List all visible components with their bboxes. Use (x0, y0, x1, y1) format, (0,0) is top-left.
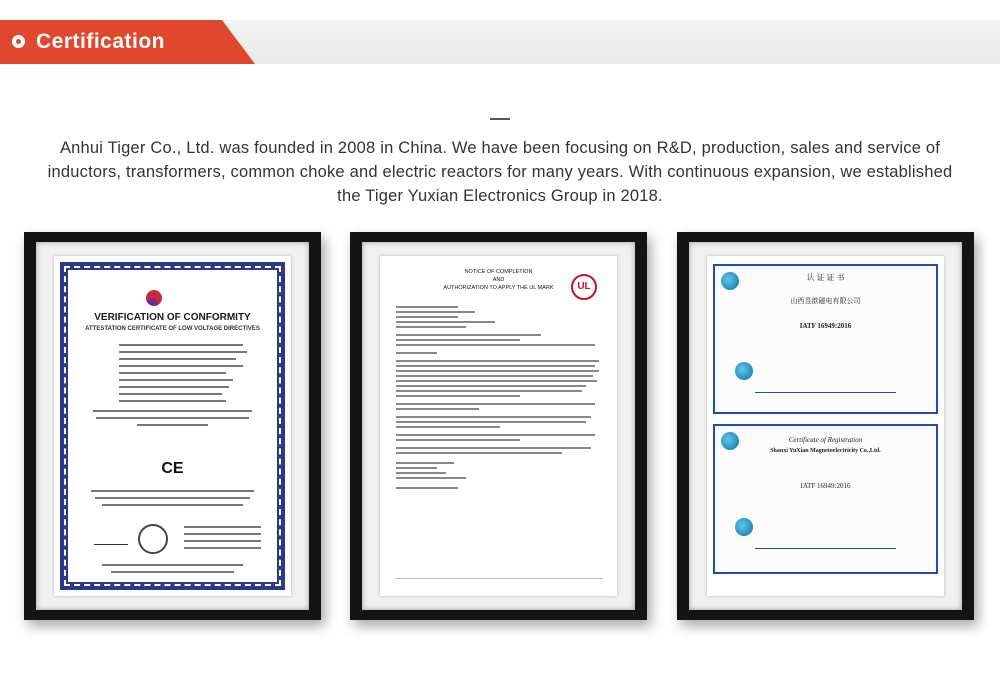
company-logo (146, 290, 162, 306)
company-name: Shanxi YuXian Magnetoelectricity Co.,Ltd. (770, 448, 881, 454)
signature (94, 532, 128, 545)
ce-mark: CE (161, 460, 184, 477)
intro-text: Anhui Tiger Co., Ltd. was founded in 2008 in China. We have been focusing on R&D, production, sales and service of inductors, transformers, common choke and electric reactors for many years. With continuous expansion, we established the Tiger Yuxian Electronics Group in 2018. (47, 139, 953, 205)
globe-icon (735, 518, 753, 536)
company-name: 山西昱歆磁电有限公司 (790, 297, 861, 305)
certificate-frame-ce[interactable] (24, 232, 321, 620)
section-title: Certification (36, 30, 166, 53)
bullet-icon (12, 35, 25, 48)
certificate-title: NOTICE OF COMPLETION AND AUTHORIZATION TO APPLY THE UL MARK (443, 269, 554, 291)
iatf-certificate-cn (713, 264, 938, 414)
certificate-frame-iatf[interactable] (677, 232, 974, 620)
letter-body (396, 306, 603, 492)
certificate-subtitle: ATTESTATION CERTIFICATE OF LOW VOLTAGE DIRECTIVES (85, 326, 260, 332)
certificate-details (84, 344, 261, 431)
certificate-title: 认 证 证 书 (806, 273, 845, 282)
standard: IATF 16949:2016 (800, 482, 851, 490)
iatf-certificate-en (713, 424, 938, 574)
certificate-title: Certificate of Registration (788, 436, 863, 444)
globe-icon (735, 362, 753, 380)
ul-logo: UL (571, 274, 597, 300)
certificate-ul (380, 256, 617, 596)
divider (490, 118, 510, 120)
frame-mat (689, 242, 962, 610)
frame-mat (362, 242, 635, 610)
certificate-frame-ul[interactable] (350, 232, 647, 620)
certificate-ce (54, 256, 291, 596)
frame-mat (36, 242, 309, 610)
certificate-iatf (707, 256, 944, 596)
section-header (0, 20, 1000, 64)
certificate-title: VERIFICATION OF CONFORMITY (94, 312, 251, 323)
standard: IATF 16949:2016 (799, 322, 852, 330)
certificate-seal (138, 524, 168, 554)
